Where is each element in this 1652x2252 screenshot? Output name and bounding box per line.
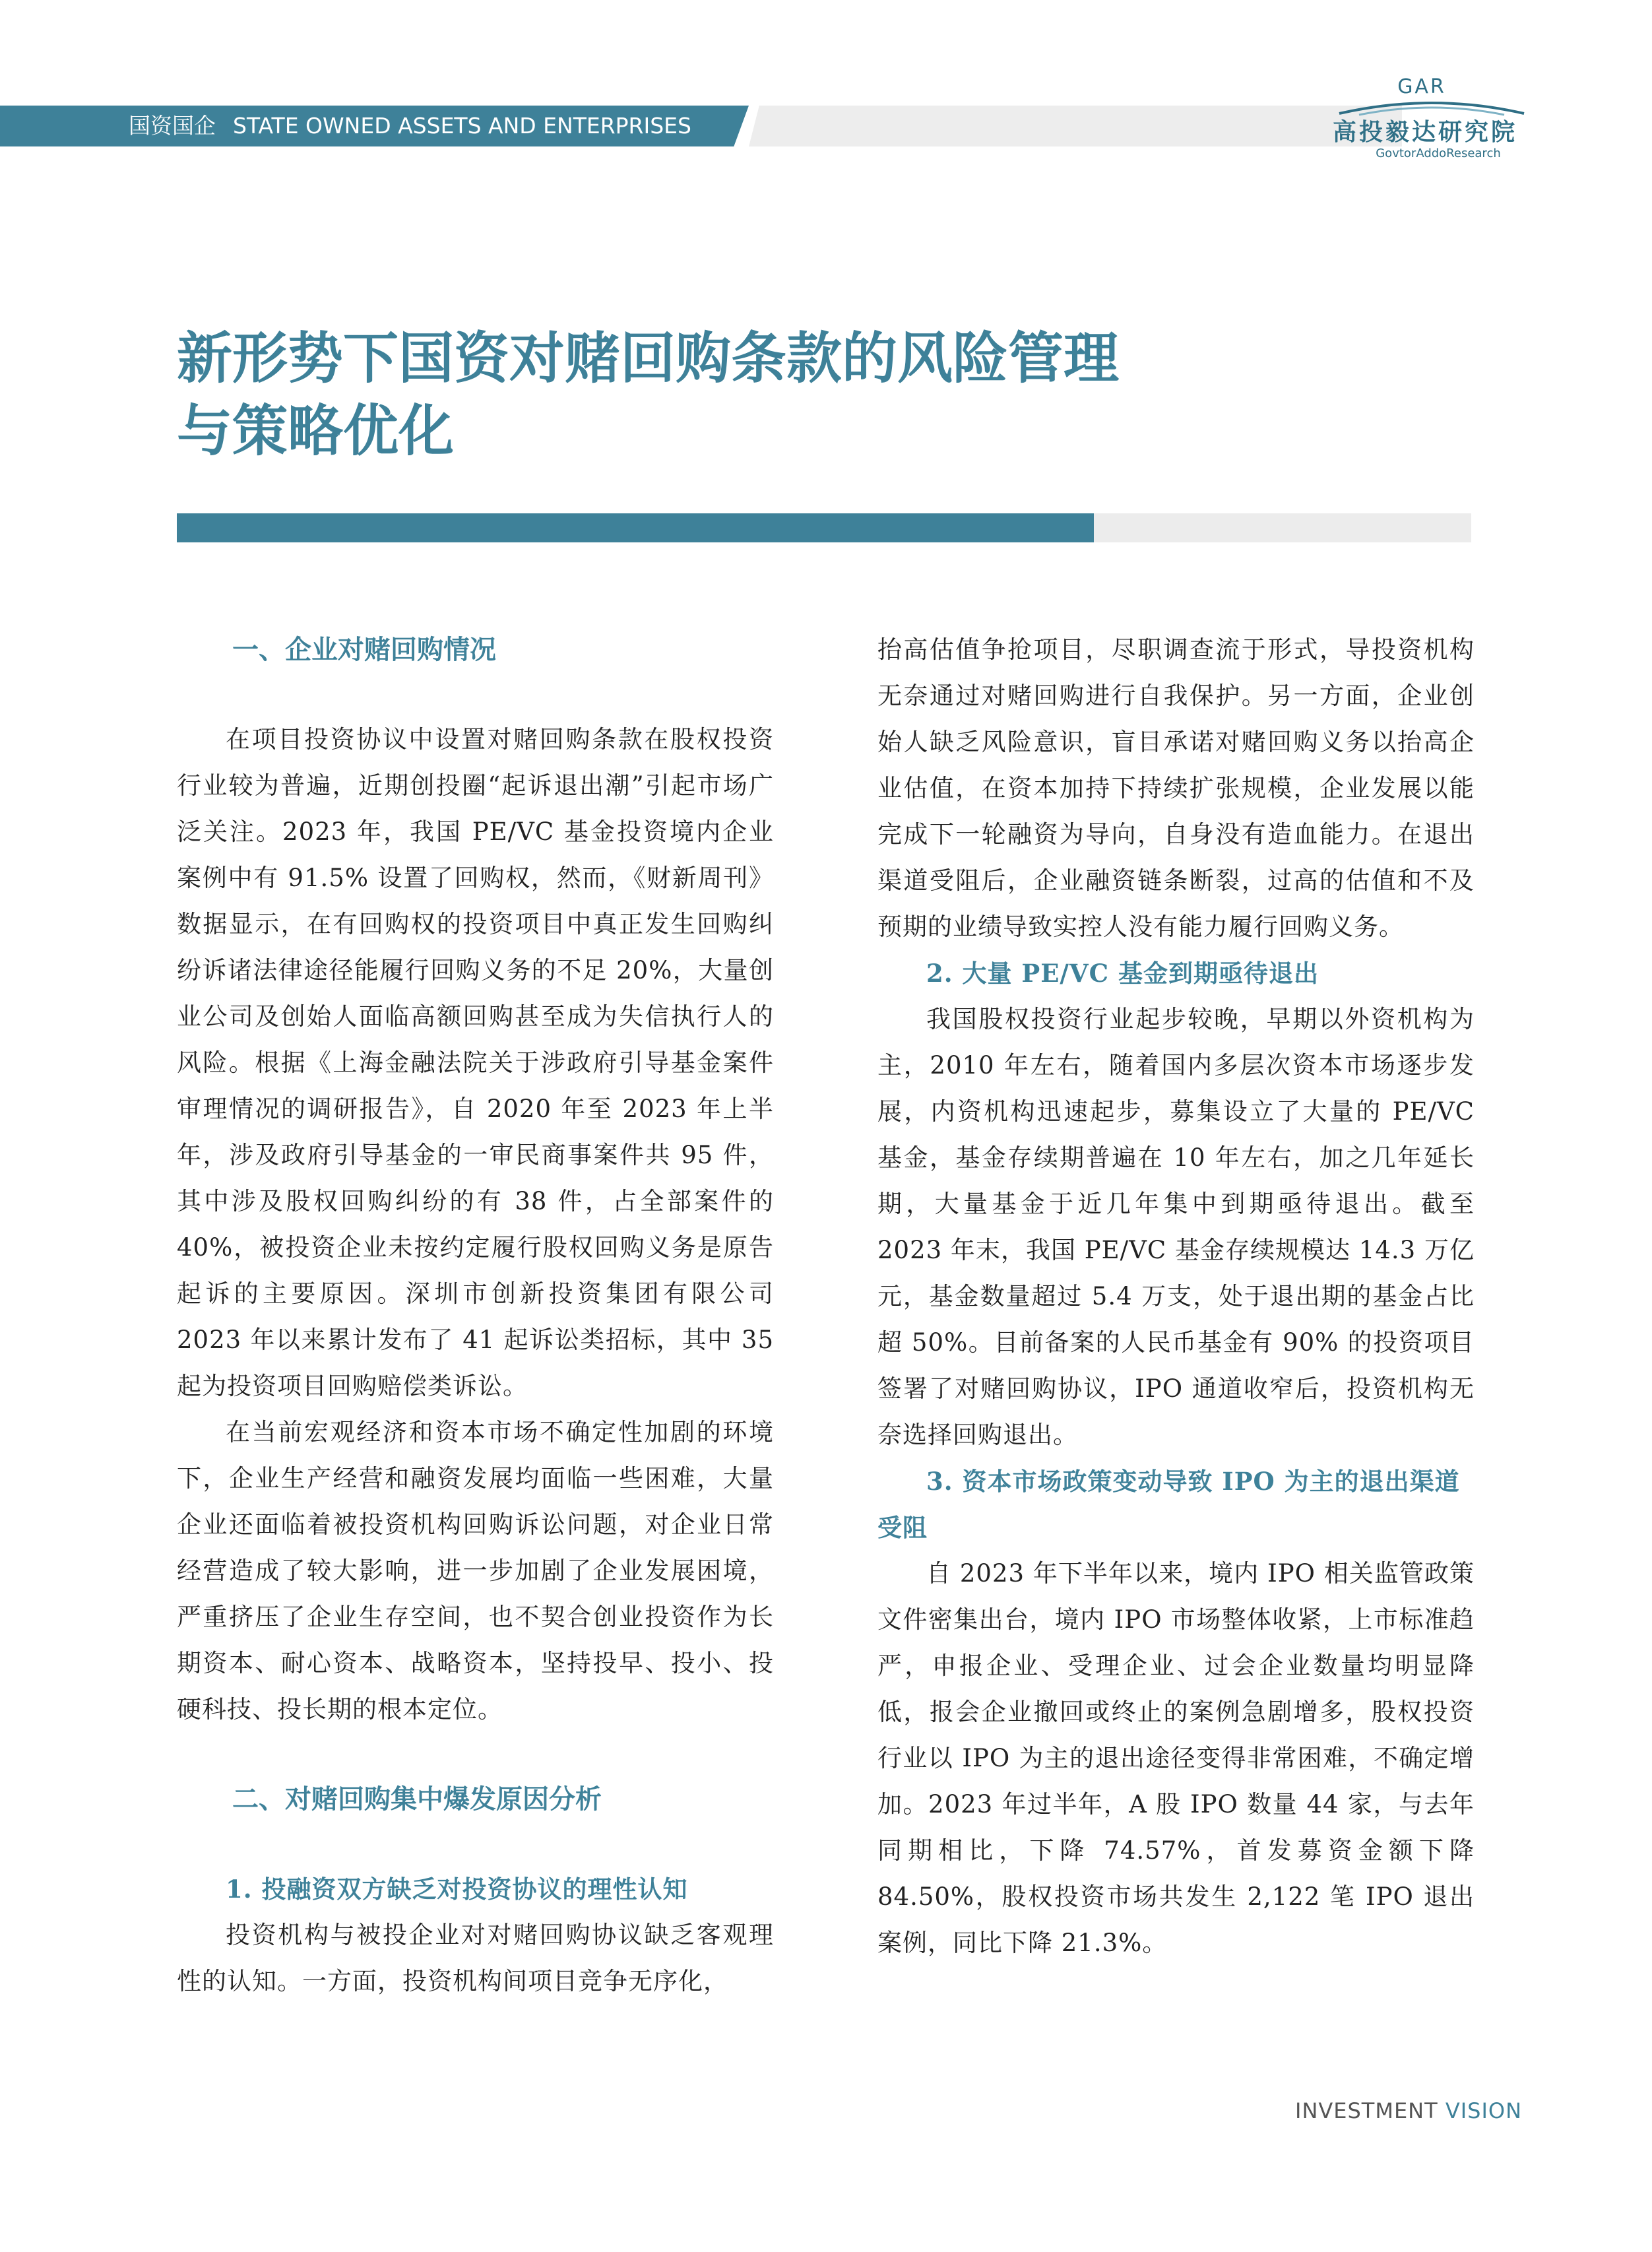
section-name-en: STATE OWNED ASSETS AND ENTERPRISES <box>233 113 691 139</box>
subheading-2-2: 2. 大量 PE/VC 基金到期亟待退出 <box>926 959 1319 988</box>
left-column <box>177 627 774 2005</box>
paragraph-5: 自 2023 年下半年以来，境内 IPO 相关监管政策文件密集出台，境内 IPO 市场整体收紧，上市标准趋严，申报企业、受理企业、过会企业数量均明显降低，报会企业撤回或终止的案例急剧增多，股权投资行业以 IPO 为主的退出途径变得非常困难，不确定增加。2023 年过半年，A 股 IPO 数量 44 家，与去年同期相比，下降 74.57%，首发募资金额下降 84.50%，股权投资市场共发生 2,122 笔 IPO 退出案例，同比下降 21.3%。 <box>877 1559 1475 1957</box>
title-rule-fill <box>177 513 1094 542</box>
footer-word-vision: VISION <box>1445 2098 1523 2123</box>
title-line-1: 新形势下国资对赌回购条款的风险管理 <box>177 325 1120 391</box>
footer-brand <box>1295 2098 1522 2123</box>
logo-name-en: GovtorAddoResearch <box>1376 146 1501 160</box>
paragraph-3: 投资机构与被投企业对对赌回购协议缺乏客观理性的认知。一方面，投资机构间项目竞争无序化， <box>177 1921 774 1995</box>
footer-word-investment: INVESTMENT <box>1295 2098 1438 2123</box>
subheading-2-1: 1. 投融资双方缺乏对投资协议的理性认知 <box>226 1875 688 1904</box>
gar-logo <box>1319 73 1550 165</box>
paragraph-3-continued: 抬高估值争抢项目，尽职调查流于形式，导投资机构无奈通过对赌回购进行自我保护。另一方面，企业创始人缺乏风险意识，盲目承诺对赌回购义务以抬高企业估值，在资本加持下持续扩张规模，企业发展以能完成下一轮融资为导向，自身没有造血能力。在退出渠道受阻后，企业融资链条断裂，过高的估值和不及预期的业绩导致实控人没有能力履行回购义务。 <box>877 635 1475 941</box>
paragraph-4: 我国股权投资行业起步较晚，早期以外资机构为主，2010 年左右，随着国内多层次资本市场逐步发展，内资机构迅速起步，募集设立了大量的 PE/VC 基金，基金存续期普遍在 10 年左右，加之几年延长期，大量基金于近几年集中到期亟待退出。截至 2023 年末，我国 PE/VC 基金存续规模达 14.3 万亿元，基金数量超过 5.4 万支，处于退出期的基金占比超 50%。目前备案的人民币基金有 90% 的投资项目签署了对赌回购协议，IPO 通道收窄后，投资机构无奈选择回购退出。 <box>877 1005 1475 1449</box>
right-column <box>877 627 1475 1966</box>
title-line-2: 与策略优化 <box>177 398 455 463</box>
section-header <box>129 108 691 144</box>
section-heading-1: 一、企业对赌回购情况 <box>232 635 496 665</box>
logo-abbr: GAR <box>1397 75 1446 98</box>
section-name-cn: 国资国企 <box>129 113 216 139</box>
header-band-gray <box>749 106 1402 146</box>
paragraph-1: 在项目投资协议中设置对赌回购条款在股权投资行业较为普遍，近期创投圈“起诉退出潮”引起市场广泛关注。2023 年，我国 PE/VC 基金投资境内企业案例中有 91.5% 设置了回购权，然而，《财新周刊》数据显示，在有回购权的投资项目中真正发生回购纠纷诉诸法律途径能履行回购义务的不足 20%，大量创业公司及创始人面临高额回购甚至成为失信执行人的风险。根据《上海金融法院关于涉政府引导基金案件审理情况的调研报告》，自 2020 年至 2023 年上半年，涉及政府引导基金的一审民商事案件共 95 件，其中涉及股权回购纠纷的有 38 件，占全部案件的 40%，被投资企业未按约定履行股权回购义务是原告起诉的主要原因。深圳市创新投资集团有限公司 2023 年以来累计发布了 41 起诉讼类招标，其中 35 起为投资项目回购赔偿类诉讼。 <box>177 725 774 1400</box>
article-title <box>177 322 1298 467</box>
paragraph-2: 在当前宏观经济和资本市场不确定性加剧的环境下，企业生产经营和融资发展均面临一些困难，大量企业还面临着被投资机构回购诉讼问题，对企业日常经营造成了较大影响，进一步加剧了企业发展困境，严重挤压了企业生存空间，也不契合创业投资作为长期资本、耐心资本、战略资本，坚持投早、投小、投硬科技、投长期的根本定位。 <box>177 1418 774 1723</box>
logo-name-cn: 高投毅达研究院 <box>1333 119 1518 146</box>
title-rule-bar <box>177 513 1471 542</box>
subheading-2-3: 3. 资本市场政策变动导致 IPO 为主的退出渠道受阻 <box>877 1467 1460 1542</box>
section-heading-2: 二、对赌回购集中爆发原因分析 <box>232 1784 602 1815</box>
